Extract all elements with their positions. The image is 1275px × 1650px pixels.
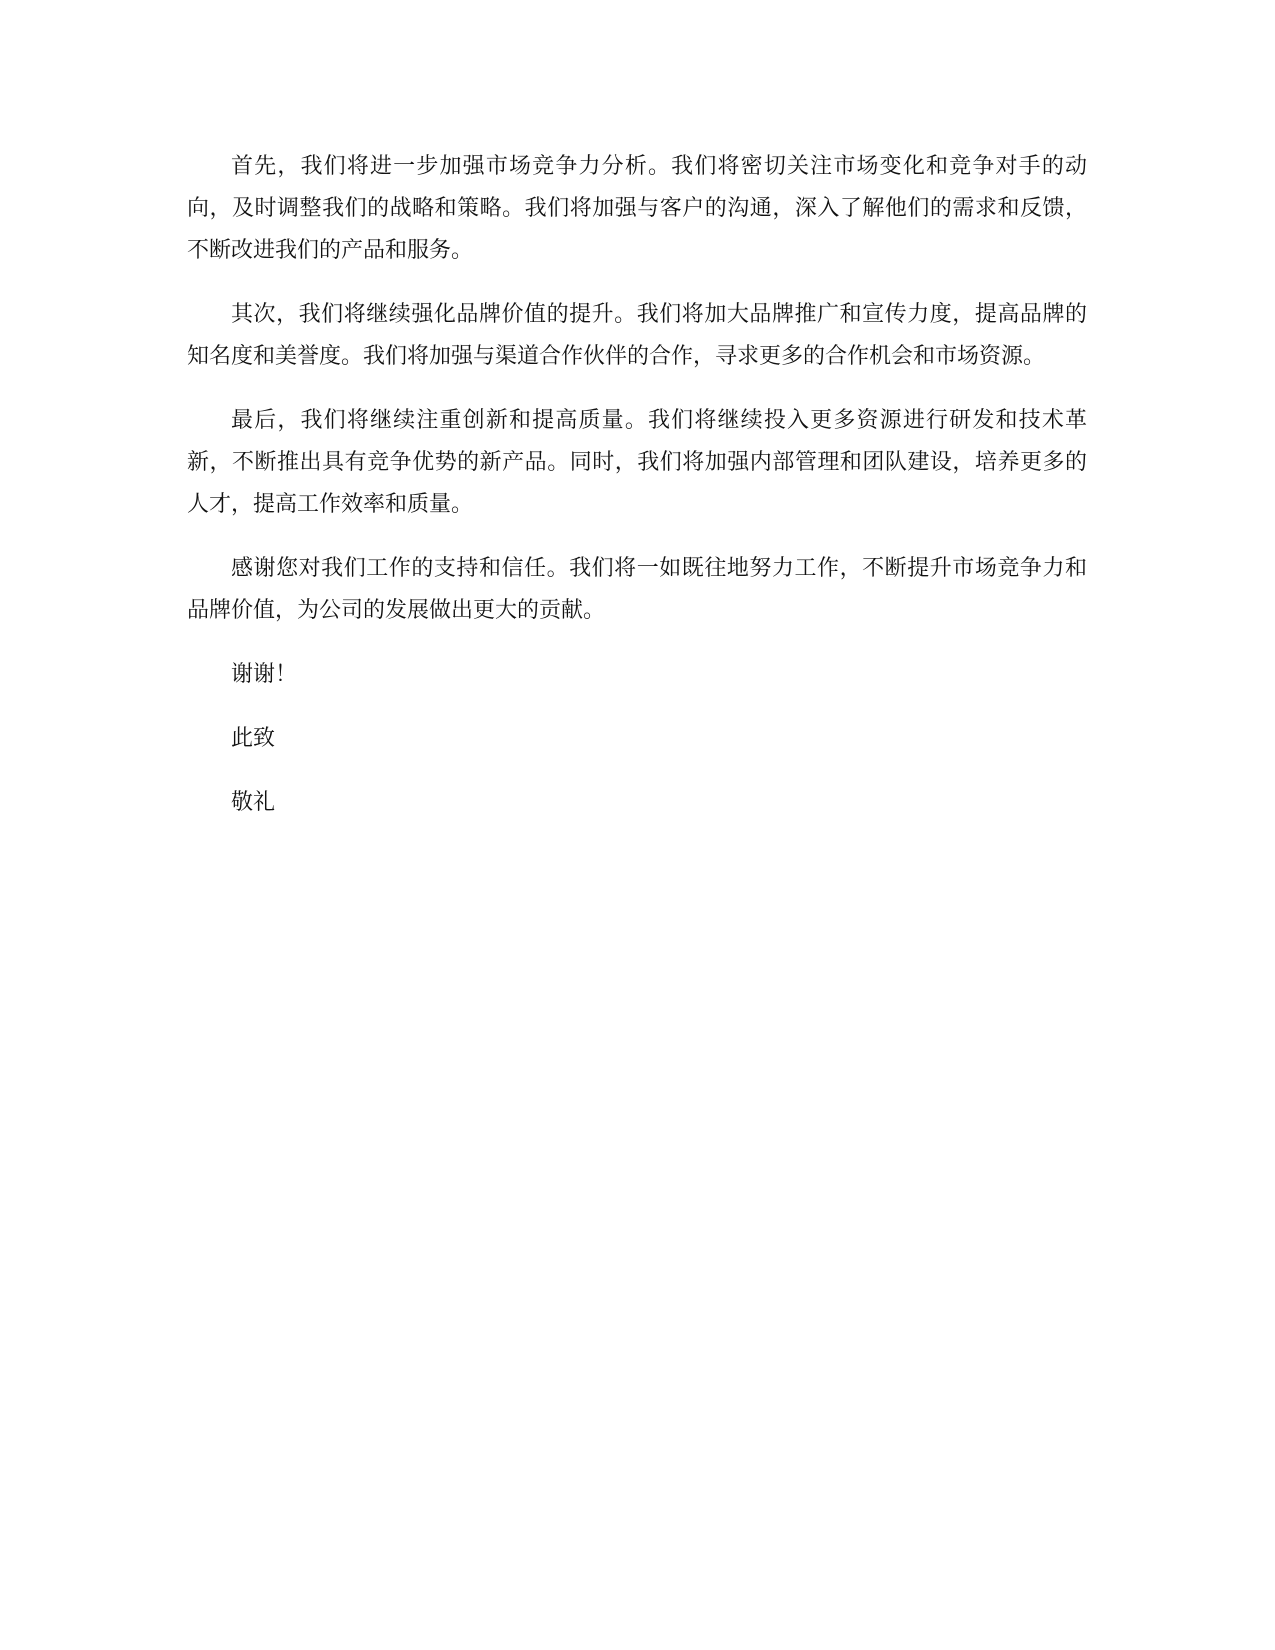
closing-line-2: 敬礼 [231,790,276,815]
paragraph-brand-value: 其次，我们将继续强化品牌价值的提升。我们将加大品牌推广和宣传力度，提高品牌的知名度和美誉度。我们将加强与渠道合作伙伴的合作，寻求更多的合作机会和市场资源。 [187,302,1087,369]
closing-line-1: 此致 [231,726,276,751]
thanks-line: 谢谢！ [231,662,298,687]
paragraph-market-competitiveness: 首先，我们将进一步加强市场竞争力分析。我们将密切关注市场变化和竞争对手的动向，及时调整我们的战略和策略。我们将加强与客户的沟通，深入了解他们的需求和反馈，不断改进我们的产品和服务。 [187,154,1087,263]
paragraph-thanks-support: 感谢您对我们工作的支持和信任。我们将一如既往地努力工作，不断提升市场竞争力和品牌价值，为公司的发展做出更大的贡献。 [187,556,1087,623]
paragraph-innovation-quality: 最后，我们将继续注重创新和提高质量。我们将继续投入更多资源进行研发和技术革新，不断推出具有竞争优势的新产品。同时，我们将加强内部管理和团队建设，培养更多的人才，提高工作效率和质量。 [187,408,1087,517]
document-body [187,146,1087,846]
